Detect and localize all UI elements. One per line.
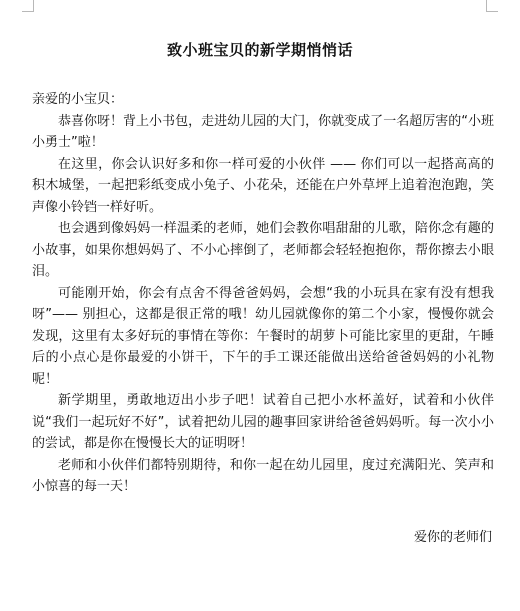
paragraph-2: 在这里，你会认识好多和你一样可爱的小伙伴 —— 你们可以一起搭高高的积木城堡，一起把彩纸变成小兔子、小花朵，还能在户外草坪上追着泡泡跑，笑声像小铃铛一样好听。	[32, 156, 494, 215]
page-corner-mark-top-left	[22, 0, 34, 12]
greeting: 亲爱的小宝贝：	[32, 92, 124, 107]
signature: 爱你的老师们	[413, 530, 492, 545]
document-body	[32, 89, 494, 498]
page-corner-mark-top-right	[486, 0, 498, 12]
document-title: 致小班宝贝的新学期悄悄话	[166, 41, 353, 59]
paragraph-6: 老师和小伙伴们都特别期待，和你一起在幼儿园里，度过充满阳光、笑声和小惊喜的每一天！	[32, 457, 494, 494]
paragraph-3: 也会遇到像妈妈一样温柔的老师，她们会教你唱甜甜的儿歌，陪你念有趣的小故事，如果你想妈妈了、不小心摔倒了，老师都会轻轻抱抱你，帮你擦去小眼泪。	[32, 221, 494, 279]
paragraph-4: 可能刚开始，你会有点舍不得爸爸妈妈，会想“我的小玩具在家有没有想我呀”—— 别担心，这都是很正常的哦！幼儿园就像你的第二个小家，慢慢你就会发现，这里有太多好玩的事情在等你：午餐时的胡萝卜可能比家里的更甜，午睡后的小点心是你最爱的小饼干，下午的手工课还能做出送给爸爸妈妈的小礼物呢！	[32, 285, 494, 387]
paragraph-1: 恭喜你呀！背上小书包，走进幼儿园的大门，你就变成了一名超厉害的“小班小勇士”啦！	[32, 113, 494, 150]
paragraph-5: 新学期里，勇敢地迈出小步子吧！试着自己把小水杯盖好，试着和小伙伴说“我们一起玩好不好”，试着把幼儿园的趣事回家讲给爸爸妈妈听。每一次小小的尝试，都是你在慢慢长大的证明呀！	[32, 393, 494, 451]
